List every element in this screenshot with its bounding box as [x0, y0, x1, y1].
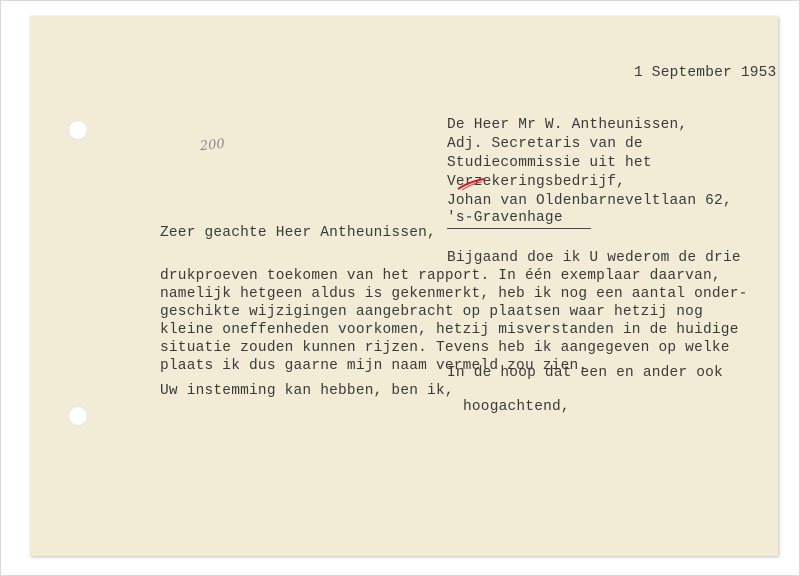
- letter-date: 1 September 1953: [634, 65, 777, 81]
- address-line: Adj. Secretaris van de: [447, 136, 643, 152]
- address-line: De Heer Mr W. Antheunissen,: [447, 117, 688, 133]
- address-line: Johan van Oldenbarneveltlaan 62,: [447, 193, 732, 209]
- address-line: Studiecommissie uit het: [447, 155, 652, 171]
- body-line: namelijk hetgeen aldus is gekenmerkt, heb ik nog een aantal onder-: [160, 286, 748, 302]
- closing-salutation: hoogachtend,: [463, 399, 570, 415]
- address-line: Verzekeringsbedrijf,: [447, 174, 626, 190]
- address-line-city: 's-Gravenhage: [447, 209, 591, 229]
- body-line: situatie zouden kunnen rijzen. Tevens heb ik aangegeven op welke: [160, 340, 730, 356]
- closing-line-1: In de hoop dat een en ander ook: [447, 365, 723, 381]
- closing-line-2: Uw instemming kan hebben, ben ik,: [160, 383, 454, 399]
- body-line: plaats ik dus gaarne mijn naam vermeld zou zien.: [160, 358, 588, 374]
- body-line: Bijgaand doe ik U wederom de drie: [447, 250, 741, 266]
- body-line: drukproeven toekomen van het rapport. In één exemplaar daarvan,: [160, 268, 721, 284]
- body-line: geschikte wijzigingen aangebracht op plaatsen waar hetzij nog: [160, 304, 703, 320]
- body-line: kleine oneffenheden voorkomen, hetzij misverstanden in de huidige: [160, 322, 739, 338]
- red-pencil-mark: [456, 177, 486, 191]
- punch-hole-top: [68, 120, 88, 140]
- pencil-note: 200: [199, 136, 226, 155]
- salutation: Zeer geachte Heer Antheunissen,: [160, 225, 436, 241]
- punch-hole-bottom: [68, 406, 88, 426]
